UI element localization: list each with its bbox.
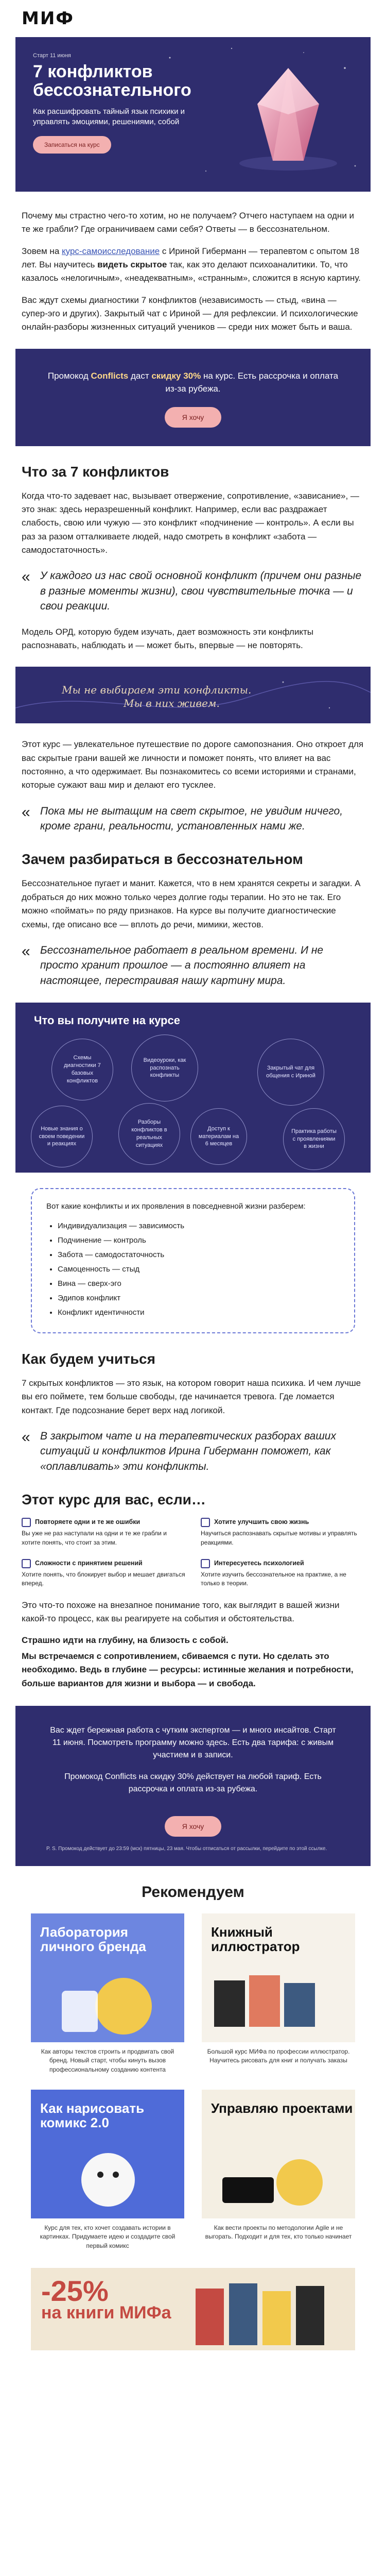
check-icon xyxy=(201,1518,210,1527)
audience-item xyxy=(22,1558,185,1588)
benefits-title: Что вы получите на курсе xyxy=(34,1014,180,1027)
audience-item-head: Интересуетесь психологией xyxy=(214,1560,304,1567)
final-want-button[interactable]: Я хочу xyxy=(165,1816,222,1837)
banner-line-2: Мы в них живем. xyxy=(124,697,220,710)
promo-want-button[interactable]: Я хочу xyxy=(165,407,222,428)
promo-text xyxy=(41,369,345,396)
sale-percent: -25% xyxy=(41,2275,109,2308)
header xyxy=(0,0,386,37)
final-cta-block xyxy=(15,1706,371,1866)
hero-kicker: Старт 11 июня xyxy=(33,53,71,59)
section4-quote: « В закрытом чате и на терапевтических разборах ваших ситуаций и конфликтов Ирина Гиберманн поможет, как «оплавливать» эти конфликты. xyxy=(22,1429,364,1474)
conflicts-list xyxy=(46,1220,340,1319)
card-art xyxy=(202,1913,355,2042)
list-item: • Вина — сверх-эго xyxy=(58,1278,340,1290)
section-title-seven-conflicts: Что за 7 конфликтов xyxy=(22,463,169,480)
audience-item xyxy=(201,1517,364,1547)
section-title-how-we-learn: Как будем учиться xyxy=(22,1351,155,1367)
logo[interactable]: МИФ xyxy=(22,8,75,29)
intro-p2-bold: видеть скрытое xyxy=(97,260,167,270)
crystal-illustration xyxy=(226,58,350,181)
audience-grid xyxy=(22,1517,364,1588)
section-title-why-unconscious: Зачем разбираться в бессознательном xyxy=(22,851,303,868)
list-item: • Самоценность — стыд xyxy=(58,1263,340,1276)
recommend-card[interactable] xyxy=(31,1913,184,2074)
audience-item-head: Повторяете одни и те же ошибки xyxy=(35,1518,141,1526)
check-icon xyxy=(22,1518,31,1527)
card-caption: Курс для тех, кто хочет создавать истории в картинках. Придумаете идею и создадите свой первый комикс xyxy=(40,2224,176,2249)
card-caption: Как вести проекты по методологии Agile и не выгорать. Подходит и для тех, кто только начинает xyxy=(205,2224,352,2241)
check-icon xyxy=(22,1559,31,1568)
list-item: • Забота — самодостаточность xyxy=(58,1249,340,1261)
check-icon xyxy=(201,1559,210,1568)
card-art xyxy=(31,1913,184,2042)
sale-label: на книги МИФа xyxy=(41,2303,171,2323)
section4-text xyxy=(0,1377,386,1417)
hero-enroll-button[interactable]: Записаться на курс xyxy=(33,136,111,154)
final-paragraph-2: Промокод Conflicts на скидку 30% действует на любой тариф. Есть рассрочка и оплата из-за рубежа. xyxy=(64,1772,322,1793)
section2-paragraph-1: Этот курс — увлекательное путешествие по дороге самопознания. Оно откроет для вас скрытые грани вашей же личности и поможет понять, что влияет на вас постоянно, а что одержимает. Вы познакомитесь со всеми историями и странами, которые сужают ваш мир и делают его тусклее. xyxy=(22,739,364,790)
section5-bold-2: Мы встречаемся с сопротивлением, сбиваемся с пути. Но сделать это необходимо. Ведь в глубине — ресурсы: истинные желания и потребности, больше вариантов для жизни и выбора — и свобода. xyxy=(22,1651,354,1688)
quote-banner xyxy=(15,667,371,723)
intro-text xyxy=(0,209,386,334)
card-image[interactable] xyxy=(31,1913,184,2042)
books-art xyxy=(31,2268,355,2350)
audience-item xyxy=(22,1517,185,1547)
recommend-title: Рекомендуем xyxy=(142,1883,244,1901)
course-link[interactable]: курс-самоисследование xyxy=(62,246,160,256)
intro-paragraph-1: Почему мы страстно чего-то хотим, но не получаем? Отчего наступаем на одни и те же грабли? Где ограничиваем сами себя? Ответы — в бессознательном. xyxy=(22,211,355,234)
card-art xyxy=(202,2090,355,2218)
card-image[interactable] xyxy=(202,2090,355,2218)
promo-pre: Промокод xyxy=(47,370,91,381)
card-art xyxy=(31,2090,184,2218)
card-caption: Как авторы текстов строить и продвигать свой бренд. Новый старт, чтобы кинуть вызов профессиональному созданию контента xyxy=(41,2047,174,2073)
promo-code: Conflicts xyxy=(91,370,129,381)
intro-p2-b: с Ириной Гиберманн — терапевтом с опытом 18 лет. Вы научитесь xyxy=(22,246,360,270)
intro-p2-c: так, как это делают психоаналитики. То, что казалось «нелогичным», «неадекватным», «странным», сложится в ясную картину. xyxy=(22,260,361,283)
recommend-card[interactable] xyxy=(31,2090,184,2250)
section4-paragraph-1: 7 скрытых конфликтов — это язык, на котором говорит наша психика. И чем лучше вы его поймете, тем больше свободы, где начинается тревога. Где ломается контакт. Где подсознание берет верх над логикой. xyxy=(22,1378,361,1415)
banner-line-1: Мы не выбираем эти конфликты. xyxy=(62,684,252,697)
section1-text xyxy=(0,489,386,557)
audience-item-text: Хотите изучить бессознательное на практике, а не только в теории. xyxy=(201,1571,346,1587)
recommend-card[interactable] xyxy=(202,1913,355,2074)
card-title: Как нарисовать комикс 2.0 xyxy=(40,2100,145,2131)
sale-banner[interactable] xyxy=(31,2268,355,2350)
hero-title: 7 конфликтов бессознательного xyxy=(33,62,191,100)
benefit-bubble: Закрытый чат для общения с Ириной xyxy=(257,1039,324,1106)
benefit-bubble: Разборы конфликтов в реальных ситуациях xyxy=(118,1103,180,1165)
card-title: Управляю проектами xyxy=(211,2100,353,2116)
audience-item-head: Хотите улучшить свою жизнь xyxy=(214,1518,309,1526)
section3-quote: « Бессознательное работает в реальном времени. И не просто хранит прошлое — а постоянно влияет на настоящее, перестраивая нашу картину мира. xyxy=(22,943,364,988)
section5-bold-1: Страшно идти на глубину, на близость с собой. xyxy=(22,1635,229,1646)
intro-paragraph-3: Вас ждут схемы диагностики 7 конфликтов (независимость — стыд, «вина — супер-эго и других). Закрытый чат с Ириной — для рефлексии. И психологические онлайн-разборы жизненных ситуаций учеников — среди них может быть и ваша. xyxy=(22,295,358,332)
benefit-bubble: Практика работы с проявлениями в жизни xyxy=(283,1108,345,1170)
promo-discount: скидку 30% xyxy=(151,370,201,381)
section-title-for-you-if: Этот курс для вас, если… xyxy=(22,1492,206,1508)
card-caption: Большой курс МИФа по профессии иллюстратор. Научитесь рисовать для книг и получать заказы xyxy=(207,2047,350,2064)
audience-item-head: Сложности с принятием решений xyxy=(35,1560,143,1567)
benefit-bubble: Схемы диагностики 7 базовых конфликтов xyxy=(51,1039,113,1100)
audience-item-text: Научиться распознавать скрытые мотивы и управлять реакциями. xyxy=(201,1530,357,1546)
section5-text xyxy=(0,1599,386,1690)
final-paragraph-1: Вас ждет бережная работа с чутким экспертом — и много инсайтов. Старт 11 июня. Посмотреть программу можно здесь. Есть два тарифа: с живым участием и в записи. xyxy=(50,1725,336,1759)
final-fine-print: P. S. Промокод действует до 23:59 (мск) пятницы, 23 мая. Чтобы отписаться от рассылки, перейдите по этой ссылке. xyxy=(46,1845,327,1852)
recommend-grid xyxy=(31,1913,355,2250)
section1-quote: « У каждого из нас свой основной конфликт (причем они разные в разные моменты жизни), свои чувствительные точка — и свои реакции. xyxy=(22,568,364,614)
card-title: Книжный иллюстратор xyxy=(211,1924,300,1954)
list-item: • Подчинение — контроль xyxy=(58,1234,340,1247)
section3-text xyxy=(0,877,386,931)
audience-item-text: Хотите понять, что блокирует выбор и мешает двигаться вперед. xyxy=(22,1571,185,1587)
intro-p2-a: Зовем на xyxy=(22,246,62,256)
promo-post: на курс. Есть рассрочка и оплата из-за рубежа. xyxy=(165,370,339,394)
card-title: Лаборатория личного бренда xyxy=(40,1924,146,1954)
list-item: • Индивидуализация — зависимость xyxy=(58,1220,340,1232)
intro-paragraph-2 xyxy=(22,245,364,285)
section5-paragraph-1: Это что-то похоже на внезапное понимание того, как выглядит в вашей жизни какой-то процесс, как вы реагируете на события и обстоятельства. xyxy=(22,1600,340,1624)
promo-block xyxy=(15,349,371,446)
recommend-card[interactable] xyxy=(202,2090,355,2250)
list-item: • Эдипов конфликт xyxy=(58,1292,340,1304)
banner-text xyxy=(62,683,251,710)
benefit-bubble: Новые знания о своем поведении и реакциях xyxy=(31,1106,93,1167)
audience-item xyxy=(201,1558,364,1588)
hero-subtitle: Как расшифровать тайный язык психики и управлять эмоциями, решениями, собой xyxy=(33,107,185,126)
benefits-block xyxy=(15,1003,371,1173)
list-item: • Конфликт идентичности xyxy=(58,1307,340,1319)
section2-quote: « Пока мы не вытащим на свет скрытое, не увидим ничего, кроме грани, реальности, установленных нами же. xyxy=(22,804,364,834)
benefit-bubble: Видеоуроки, как распознать конфликты xyxy=(131,1035,198,1101)
card-image[interactable] xyxy=(202,1913,355,2042)
conflicts-intro: Вот какие конфликты и их проявления в повседневной жизни разберем: xyxy=(46,1202,306,1211)
section2-text xyxy=(0,738,386,792)
conflicts-list-box xyxy=(31,1188,355,1333)
section1-text-2 xyxy=(0,625,386,653)
audience-item-text: Вы уже не раз наступали на одни и те же грабли и хотите понять, что стоит за этим. xyxy=(22,1530,167,1546)
promo-mid: даст xyxy=(128,370,152,381)
section1-paragraph-1: Когда что-то задевает нас, вызывает отвержение, сопротивление, «зависание», — это знак: здесь неразрешенный конфликт. Например, если вас раздражает слабость, свою или чужую — это конфликт «подчинение — контроль». А если вы раз за разом отталкиваете людей, надо смотреть в конфликт «забота — самодостаточность». xyxy=(22,490,359,555)
section1-paragraph-2: Модель ОРД, которую будем изучать, дает возможность эти конфликты распознавать, наблюдать и — может быть, впервые — не повторять. xyxy=(22,626,313,650)
benefit-bubble: Доступ к материалам на 6 месяцев xyxy=(190,1108,247,1165)
section3-paragraph-1: Бессознательное пугает и манит. Кажется, что в нем хранятся секреты и загадки. А добраться до них можно только через долгие годы терапии. Но это не так. Его можно «поймать» по ряду признаков. На курсе вы получите диагностические схемы, где описано все — вплоть до речи, мимики, жестов. xyxy=(22,878,361,929)
card-image[interactable] xyxy=(31,2090,184,2218)
hero-banner[interactable] xyxy=(15,37,371,192)
